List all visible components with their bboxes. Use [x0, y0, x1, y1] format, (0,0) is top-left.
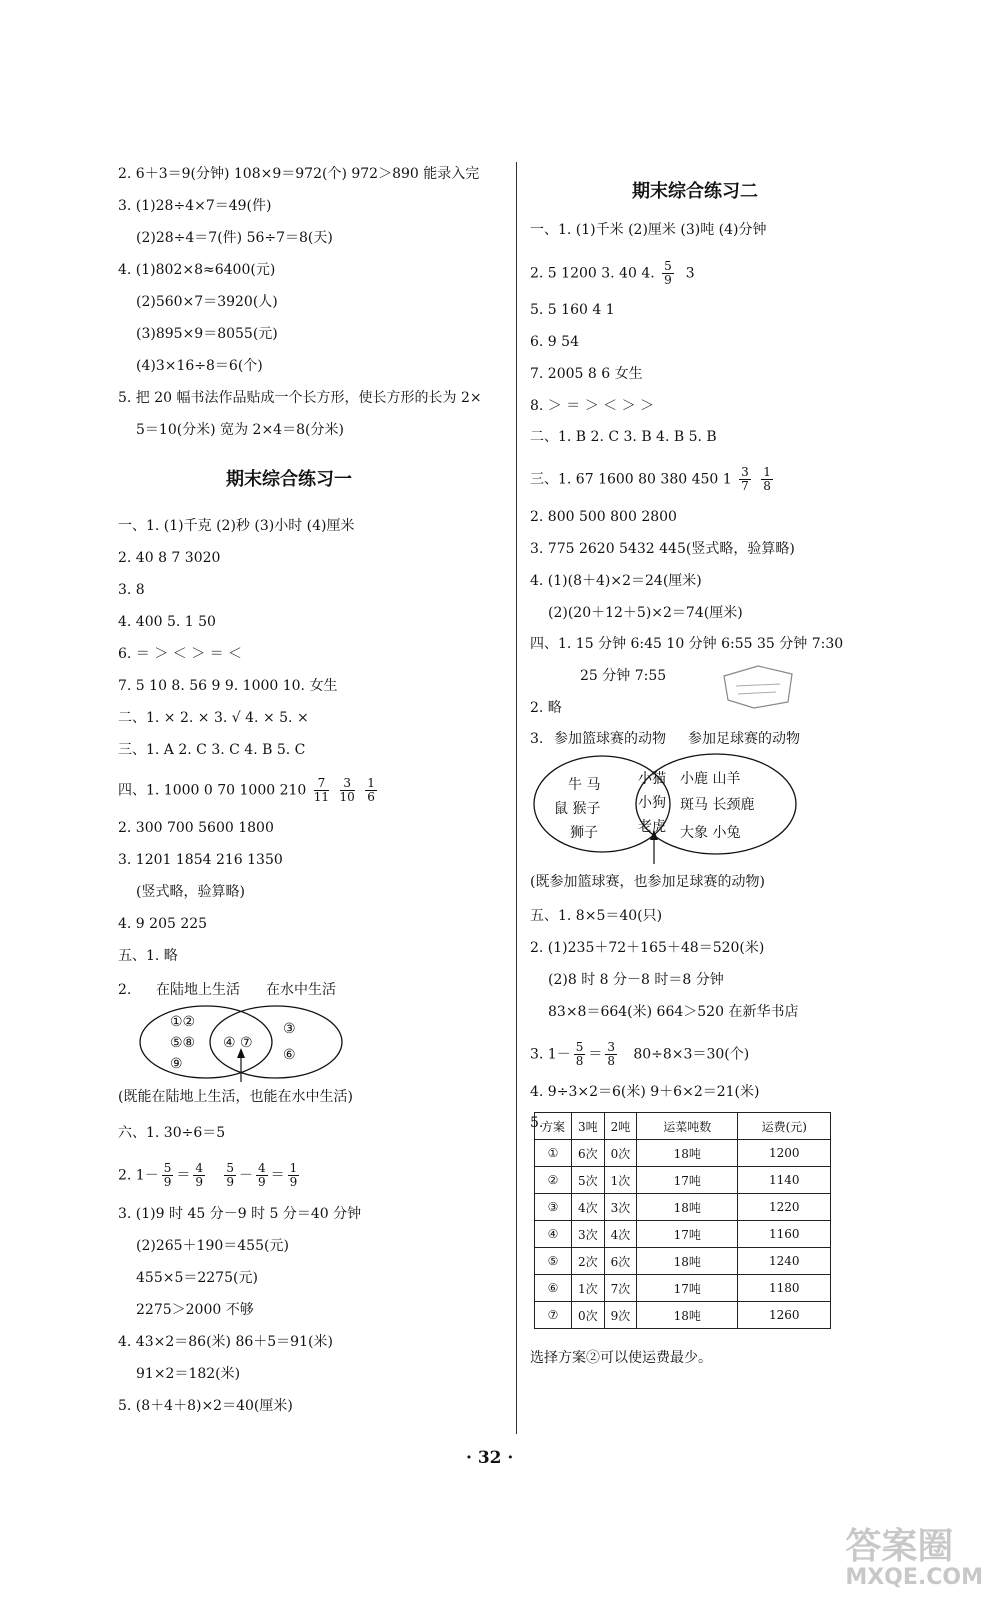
venn-center-item: 小猫 [638, 771, 666, 787]
answer-line: 7. 2005 8 6 女生 [530, 366, 643, 382]
answer-line: 3. (1)28÷4×7＝49(件) [118, 198, 272, 214]
section-title: 期末综合练习二 [632, 181, 758, 202]
table-cell: 6次 [604, 1248, 637, 1275]
answer-line: 2. 40 8 7 3020 [118, 550, 221, 566]
table-cell: 3次 [604, 1194, 637, 1221]
answer-line: 3. 8 [118, 582, 145, 598]
table-cell: 1次 [604, 1167, 637, 1194]
fraction: $\frac{7}{11}$ [313, 776, 330, 804]
table-header: 3吨 [572, 1113, 605, 1140]
answer-line: 一、1. (1)千米 (2)厘米 (3)吨 (4)分钟 [530, 222, 767, 238]
answer-line: 8. ＞ ＝ ＞ ＜ ＞ ＞ [530, 398, 655, 414]
stamp-mark [718, 662, 798, 712]
table-cell: 4次 [604, 1221, 637, 1248]
answer-line-fractions: 2. 1－ $\frac{5}{9}$ ＝ $\frac{4}{9}$ $\frac{5}{9}$ － $\frac{4}{9}$ ＝ $\frac{1}{9}$ [118, 1161, 298, 1189]
table-row [535, 1167, 831, 1194]
venn-left-item: ⑤⑧ [170, 1035, 196, 1051]
table-row [535, 1140, 831, 1167]
answer-line: 2275＞2000 不够 [136, 1302, 254, 1318]
venn-right-item: 大象 小兔 [680, 825, 741, 841]
venn-caption: (既参加篮球赛，也参加足球赛的动物) [530, 874, 765, 890]
answer-line: 4. (1)(8＋4)×2＝24(厘米) [530, 573, 702, 589]
table-row [535, 1275, 831, 1302]
venn-label-right: 在水中生活 [266, 982, 336, 998]
fraction: $\frac{5}{9}$ [226, 1161, 234, 1189]
answer-line: (2)265＋190＝455(元) [136, 1238, 289, 1254]
table-cell: ⑦ [535, 1302, 572, 1329]
table-cell: ⑥ [535, 1275, 572, 1302]
answer-line: 83×8＝664(米) 664＞520 在新华书店 [548, 1004, 799, 1020]
answer-line: 5. 把 20 幅书法作品贴成一个长方形，使长方形的长为 2× [118, 390, 482, 406]
table-cell: 7次 [604, 1275, 637, 1302]
venn-label-left: 参加篮球赛的动物 [554, 731, 666, 747]
answer-line: 2. 略 [530, 700, 562, 716]
answer-line: (2)(20＋12＋5)×2＝74(厘米) [548, 605, 743, 621]
answer-line: 2. (1)235＋72＋165＋48＝520(米) [530, 940, 765, 956]
answer-text: 三、1. 67 1600 80 380 450 1 [530, 471, 732, 488]
answer-line: 2. 6＋3＝9(分钟) 108×9＝972(个) 972＞890 能录入完 [118, 166, 480, 182]
table-header-row [535, 1113, 831, 1140]
answer-text: 2. 1－ [118, 1167, 159, 1184]
venn-center-item: 老虎 [638, 819, 666, 835]
table-header: 方案 [535, 1113, 572, 1140]
venn-center-item: ④ ⑦ [223, 1035, 253, 1051]
venn-label-right: 参加足球赛的动物 [688, 731, 800, 747]
answer-line: 2. 800 500 800 2800 [530, 509, 677, 525]
answer-line: 4. 43×2＝86(米) 86＋5＝91(米) [118, 1334, 333, 1350]
venn-label-left: 在陆地上生活 [156, 982, 240, 998]
table-cell: 4次 [572, 1194, 605, 1221]
transport-plan-table [534, 1112, 831, 1329]
answer-line: 455×5＝2275(元) [136, 1270, 258, 1286]
table-cell: 18吨 [637, 1248, 738, 1275]
answer-line: 6. 9 54 [530, 334, 579, 350]
answer-line: 4. 400 5. 1 50 [118, 614, 216, 630]
answer-line-fractions: 3. 1－ $\frac{5}{8}$ ＝ $\frac{3}{8}$ 80÷8×3＝30(个) [530, 1040, 750, 1068]
question-number: 3. [530, 731, 544, 747]
answer-line: (2)8 时 8 分－8 时＝8 分钟 [548, 972, 724, 988]
answer-line: 5. (8＋4＋8)×2＝40(厘米) [118, 1398, 293, 1414]
fraction: $\frac{5}{9}$ [664, 259, 672, 287]
table-cell: 17吨 [637, 1275, 738, 1302]
table-cell: 1140 [738, 1167, 831, 1194]
fraction: $\frac{5}{8}$ [575, 1040, 584, 1068]
section-title: 期末综合练习一 [226, 469, 352, 490]
answer-line: 二、1. B 2. C 3. B 4. B 5. B [530, 429, 717, 445]
page-number: · 32 · [466, 1448, 514, 1468]
table-cell: 6次 [572, 1140, 605, 1167]
venn-left-item: 牛 马 [568, 777, 601, 793]
table-header: 2吨 [604, 1113, 637, 1140]
answer-text: 80÷8×3＝30(个) [633, 1046, 750, 1063]
answer-line: (3)895×9＝8055(元) [136, 326, 278, 342]
table-row [535, 1221, 831, 1248]
fraction: $\frac{4}{9}$ [195, 1161, 203, 1189]
answer-line: 3. 775 2620 5432 445(竖式略，验算略) [530, 541, 795, 557]
table-cell: 1240 [738, 1248, 831, 1275]
answer-text: 3 [685, 265, 695, 282]
venn-left-item: ①② [170, 1014, 196, 1030]
fraction: $\frac{1}{6}$ [367, 776, 375, 804]
answer-line: (2)560×7＝3920(人) [136, 294, 278, 310]
answer-line: 7. 5 10 8. 56 9 9. 1000 10. 女生 [118, 678, 338, 694]
venn-right-item: ⑥ [283, 1047, 296, 1063]
answer-line: 6. ＝ ＞ ＜ ＞ ＝ ＜ [118, 646, 243, 662]
table-cell: 9次 [604, 1302, 637, 1329]
table-cell: 1次 [572, 1275, 605, 1302]
answer-line: 5. 5 160 4 1 [530, 302, 615, 318]
table-cell: 18吨 [637, 1194, 738, 1221]
answer-line-fractions [530, 466, 776, 493]
answer-text: 2. 5 1200 3. 40 4. [530, 265, 655, 282]
table-cell: 17吨 [637, 1167, 738, 1194]
venn-left-item: 鼠 猴子 [554, 801, 601, 817]
table-cell: ② [535, 1167, 572, 1194]
venn-right-item: 小鹿 山羊 [680, 771, 741, 787]
table-cell: 1160 [738, 1221, 831, 1248]
venn-caption: (既能在陆地上生活，也能在水中生活) [118, 1089, 353, 1105]
answer-line: 3. (1)9 时 45 分－9 时 5 分＝40 分钟 [118, 1206, 362, 1222]
answer-line: (竖式略，验算略) [136, 884, 245, 900]
answer-line-fractions [530, 260, 695, 287]
answer-line: 五、1. 略 [118, 948, 178, 964]
answer-line: 4. (1)802×8≈6400(元) [118, 262, 276, 278]
table-cell: ③ [535, 1194, 572, 1221]
answer-text: 四、1. 1000 0 70 1000 210 [118, 782, 307, 799]
table-row [535, 1248, 831, 1275]
table-cell: ⑤ [535, 1248, 572, 1275]
answer-conclusion: 选择方案②可以使运费最少。 [530, 1350, 712, 1366]
fraction: $\frac{3}{7}$ [741, 465, 749, 493]
fraction: $\frac{3}{10}$ [339, 776, 355, 804]
fraction: $\frac{1}{9}$ [289, 1161, 298, 1189]
question-number: 5. [530, 1115, 544, 1131]
table-cell: 18吨 [637, 1302, 738, 1329]
answer-line: 三、1. A 2. C 3. C 4. B 5. C [118, 742, 306, 758]
answer-line: 二、1. × 2. × 3. √ 4. × 5. × [118, 710, 309, 726]
table-cell: 2次 [572, 1248, 605, 1275]
venn-left-item: ⑨ [170, 1056, 183, 1072]
venn-left-item: 狮子 [570, 825, 598, 841]
answer-line: 4. 9÷3×2＝6(米) 9＋6×2＝21(米) [530, 1084, 760, 1100]
table-cell: 17吨 [637, 1221, 738, 1248]
table-cell: ① [535, 1140, 572, 1167]
answer-line-fractions [118, 777, 380, 804]
table-cell: 1180 [738, 1275, 831, 1302]
table-cell: 1260 [738, 1302, 831, 1329]
answer-line: 4. 9 205 225 [118, 916, 208, 932]
fraction: $\frac{4}{9}$ [258, 1161, 266, 1189]
table-row [535, 1302, 831, 1329]
venn-right-item: 斑马 长颈鹿 [680, 797, 755, 813]
table-cell: ④ [535, 1221, 572, 1248]
table-cell: 5次 [572, 1167, 605, 1194]
fraction: $\frac{3}{8}$ [607, 1040, 615, 1068]
table-cell: 0次 [572, 1302, 605, 1329]
fraction: $\frac{1}{8}$ [763, 465, 771, 493]
venn-center-item: 小狗 [638, 795, 666, 811]
table-header: 运菜吨数 [637, 1113, 738, 1140]
answer-line: 六、1. 30÷6＝5 [118, 1125, 226, 1141]
answer-line: 25 分钟 7:55 [580, 668, 667, 684]
answer-line: (4)3×16÷8＝6(个) [136, 358, 263, 374]
answer-line: (2)28÷4＝7(件) 56÷7＝8(天) [136, 230, 333, 246]
table-cell: 1200 [738, 1140, 831, 1167]
question-number: 2. [118, 982, 132, 998]
answer-line: 91×2＝182(米) [136, 1366, 241, 1382]
table-row [535, 1194, 831, 1221]
fraction: $\frac{5}{9}$ [163, 1161, 172, 1189]
answer-text: 3. 1－ [530, 1046, 571, 1063]
answer-line: 五、1. 8×5＝40(只) [530, 908, 663, 924]
answer-line: 一、1. (1)千克 (2)秒 (3)小时 (4)厘米 [118, 518, 355, 534]
answer-line: 2. 300 700 5600 1800 [118, 820, 274, 836]
venn-right-item: ③ [283, 1021, 296, 1037]
table-cell: 3次 [572, 1221, 605, 1248]
answer-line: 5＝10(分米) 宽为 2×4＝8(分米) [136, 422, 344, 438]
column-divider [516, 162, 517, 1434]
table-cell: 1220 [738, 1194, 831, 1221]
answer-line: 四、1. 15 分钟 6:45 10 分钟 6:55 35 分钟 7:30 [530, 636, 844, 652]
watermark-logo: 答案圈 MXQE.COM [845, 1526, 983, 1590]
answer-line: 3. 1201 1854 216 1350 [118, 852, 283, 868]
table-header: 运费(元) [738, 1113, 831, 1140]
table-cell: 0次 [604, 1140, 637, 1167]
table-cell: 18吨 [637, 1140, 738, 1167]
